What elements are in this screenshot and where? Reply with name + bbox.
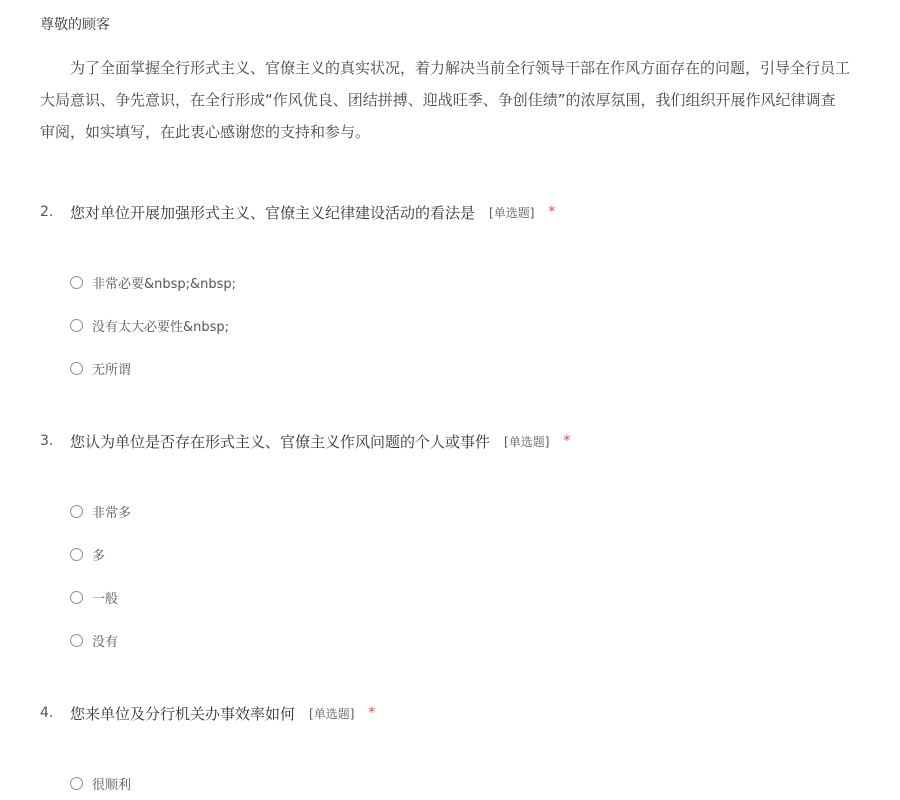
option-label: 无所谓 bbox=[92, 363, 132, 378]
option-radio[interactable] bbox=[70, 359, 131, 378]
option-label: 没有太大必要性&nbsp; bbox=[92, 320, 230, 335]
question-type-badge: [单选题] bbox=[489, 205, 535, 220]
option-radio[interactable] bbox=[70, 631, 118, 650]
question-header bbox=[40, 200, 890, 224]
required-asterisk: * bbox=[548, 204, 556, 220]
option-label: 没有 bbox=[92, 635, 119, 650]
question-header bbox=[40, 429, 890, 453]
intro-line: 为了全面掌握全行形式主义、官僚主义的真实状况，着力解决当前全行领导干部在作风方面存在的问题，引导全行员工 bbox=[70, 59, 851, 77]
option-label: 一般 bbox=[92, 592, 119, 607]
required-asterisk: * bbox=[368, 705, 376, 721]
required-asterisk: * bbox=[563, 433, 571, 449]
question-3 bbox=[40, 429, 890, 650]
radio-button-icon[interactable] bbox=[70, 548, 83, 561]
option-radio[interactable] bbox=[70, 588, 118, 607]
radio-button-icon[interactable] bbox=[70, 505, 83, 518]
question-4 bbox=[40, 701, 890, 793]
radio-button-icon[interactable] bbox=[70, 591, 83, 604]
option-label: 非常必要&nbsp;&nbsp; bbox=[92, 277, 237, 292]
option-radio[interactable] bbox=[70, 273, 236, 292]
question-type-badge: [单选题] bbox=[504, 434, 550, 449]
option-label: 很顺利 bbox=[92, 778, 132, 793]
question-title: 您对单位开展加强形式主义、官僚主义纪律建设活动的看法是 bbox=[70, 203, 476, 222]
question-2 bbox=[40, 200, 890, 378]
survey-greeting: 尊敬的顾客 bbox=[40, 17, 110, 33]
question-number: 2. bbox=[40, 204, 54, 220]
intro-line: 审阅，如实填写，在此衷心感谢您的支持和参与。 bbox=[40, 123, 371, 141]
question-number: 4. bbox=[40, 705, 54, 721]
radio-button-icon[interactable] bbox=[70, 276, 83, 289]
option-radio[interactable] bbox=[70, 774, 131, 793]
question-number: 3. bbox=[40, 433, 54, 449]
option-label: 非常多 bbox=[92, 506, 132, 521]
radio-button-icon[interactable] bbox=[70, 634, 83, 647]
survey-intro bbox=[40, 52, 900, 148]
radio-button-icon[interactable] bbox=[70, 777, 83, 790]
question-type-badge: [单选题] bbox=[309, 706, 355, 721]
option-radio[interactable] bbox=[70, 316, 229, 335]
question-title: 您认为单位是否存在形式主义、官僚主义作风问题的个人或事件 bbox=[70, 432, 491, 451]
option-radio[interactable] bbox=[70, 502, 131, 521]
question-title: 您来单位及分行机关办事效率如何 bbox=[70, 704, 296, 723]
option-label: 多 bbox=[92, 549, 106, 564]
question-header bbox=[40, 701, 890, 725]
option-radio[interactable] bbox=[70, 545, 105, 564]
radio-button-icon[interactable] bbox=[70, 319, 83, 332]
radio-button-icon[interactable] bbox=[70, 362, 83, 375]
intro-line: 大局意识、争先意识，在全行形成“作风优良、团结拼搏、迎战旺季、争创佳绩”的浓厚氛围，我们组织开展作风纪律调查 bbox=[40, 91, 836, 109]
